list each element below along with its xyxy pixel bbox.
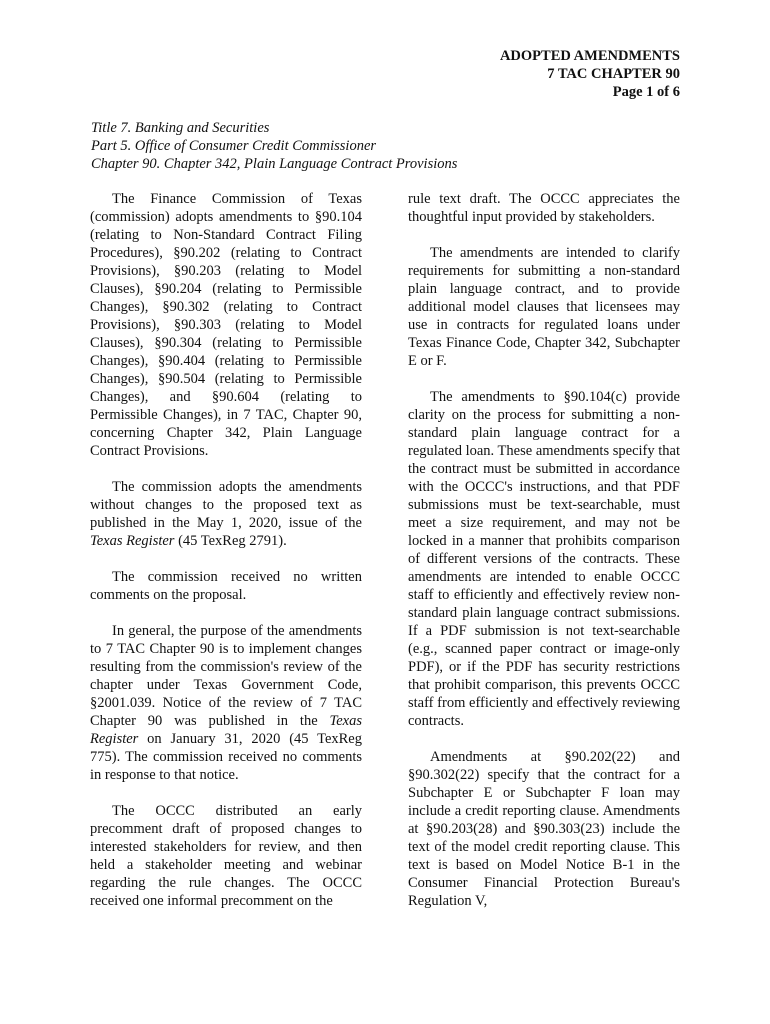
paragraph-continuation: rule text draft. The OCCC appreciates the thoughtful input provided by stakeholders.	[408, 191, 680, 225]
title-block	[91, 119, 457, 173]
paragraph-text: on January 31, 2020 (45 TexReg 775). The commission received no comments in response to that notice.	[90, 731, 362, 783]
right-column	[408, 190, 680, 928]
paragraph: The OCCC distributed an early precomment draft of proposed changes to interested stakeholders for review, and then held a stakeholder meeting and webinar regarding the rule changes. The OCCC received one informal precomment on the	[90, 803, 362, 909]
publication-name: Texas Register	[90, 713, 362, 747]
header-chapter: 7 TAC CHAPTER 90	[547, 66, 680, 82]
paragraph: The amendments to §90.104(c) provide clarity on the process for submitting a non-standard plain language contract for a regulated loan. These amendments specify that the contract must be submitted in accordance with the OCCC's instructions, and that PDF submissions must be text-searchable, must meet a size requirement, and may not be locked in a manner that prohibits comparison of different versions of the contracts. These amendments are intended to enable OCCC staff to efficiently and effectively review non-standard plain language contract submissions. If a PDF submission is not text-searchable (e.g., scanned paper contract or image-only PDF), or if the PDF has security restrictions that prohibit comparison, this prevents OCCC staff from efficiently and effectively reviewing contracts.	[408, 389, 680, 729]
publication-name: Texas Register	[90, 533, 175, 549]
paragraph: Amendments at §90.202(22) and §90.302(22) specify that the contract for a Subchapter E or Subchapter F loan may include a credit reporting clause. Amendments at §90.203(28) and §90.303(23) include the text of the model credit reporting clause. This text is based on Model Notice B-1 in the Consumer Financial Protection Bureau's Regulation V,	[408, 749, 680, 909]
header-title: ADOPTED AMENDMENTS	[499, 48, 680, 64]
header-page-number: Page 1 of 6	[612, 84, 680, 100]
chapter-line: Chapter 90. Chapter 342, Plain Language Contract Provisions	[91, 156, 458, 172]
paragraph	[90, 622, 362, 784]
paragraph-text: (45 TexReg 2791).	[174, 533, 287, 549]
paragraph	[90, 478, 362, 550]
left-column	[90, 190, 362, 928]
paragraph-text: In general, the purpose of the amendments to 7 TAC Chapter 90 is to implement changes resulting from the commission's review of the chapter under Texas Government Code, §2001.039. Notice of the review of 7 TAC Chapter 90 was published in the	[90, 623, 362, 729]
paragraph: The commission received no written comments on the proposal.	[90, 569, 362, 603]
title-line: Title 7. Banking and Securities	[91, 120, 270, 136]
paragraph: The Finance Commission of Texas (commission) adopts amendments to §90.104 (relating to Non-Standard Contract Filing Procedures), §90.202 (relating to Contract Provisions), §90.203 (relating to Model Clauses), §90.204 (relating to Permissible Changes), §90.302 (relating to Contract Provisions), §90.303 (relating to Model Clauses), §90.304 (relating to Permissible Changes), §90.404 (relating to Permissible Changes), §90.504 (relating to Permissible Changes), and §90.604 (relating to Permissible Changes), in 7 TAC, Chapter 90, concerning Chapter 342, Plain Language Contract Provisions.	[90, 191, 362, 459]
document-header	[500, 47, 680, 101]
paragraph-text: The commission adopts the amendments without changes to the proposed text as published in the May 1, 2020, issue of the	[90, 479, 362, 531]
part-line: Part 5. Office of Consumer Credit Commissioner	[91, 138, 377, 154]
paragraph: The amendments are intended to clarify requirements for submitting a non-standard plain language contract, and to provide additional model clauses that licensees may use in contracts for regulated loans under Texas Finance Code, Chapter 342, Subchapter E or F.	[408, 245, 680, 369]
